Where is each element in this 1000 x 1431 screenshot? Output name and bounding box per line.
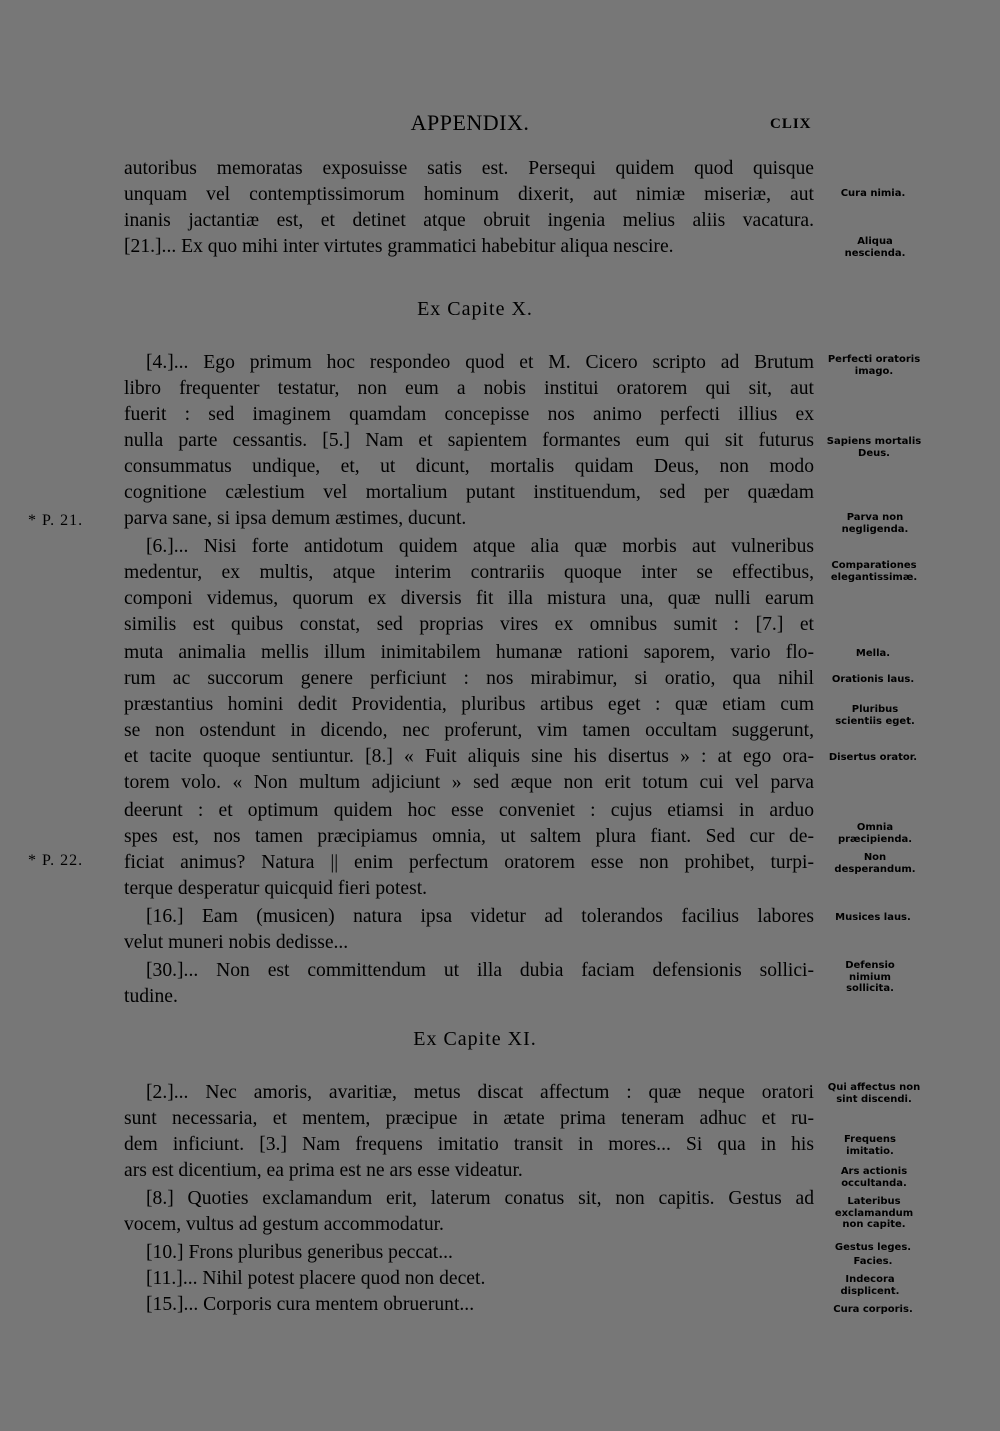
text-line: dem inficiunt. [3.] Nam frequens imitatio transit in mores... Si qua in his xyxy=(124,1134,814,1155)
text-line: [11.]... Nihil potest placere quod non decet. xyxy=(146,1268,486,1289)
text-line: componi videmus, quorum ex diversis fit illa mistura una, quæ nulli earum xyxy=(124,588,814,609)
text-line: autoribus memoratas exposuisse satis est. Persequi quidem quod quisque xyxy=(124,158,814,179)
margin-note: Defensio nimium sollicita. xyxy=(845,960,895,994)
text-line: [2.]... Nec amoris, avaritiæ, metus discat affectum : quæ neque oratori xyxy=(146,1082,814,1103)
text-line: præstantius homini dedit Providentia, pluribus artibus eget : quæ etiam cum xyxy=(124,694,814,715)
text-line: ars est dicentium, ea prima est ne ars esse videatur. xyxy=(124,1160,523,1181)
text-line: tudine. xyxy=(124,986,178,1007)
text-line: unquam vel contemptissimorum hominum dixerit, aut nimiæ miseriæ, aut xyxy=(124,184,814,205)
text-line: [30.]... Non est committendum ut illa dubia faciam defensionis sollici- xyxy=(146,960,814,981)
text-line: et tacite quoque sentiuntur. [8.] « Fuit aliquis sine his disertus » : at ego ora- xyxy=(124,746,814,767)
text-line: rum ac succorum genere perficiunt : nos mirabimur, si oratio, qua nihil xyxy=(124,668,814,689)
margin-note: Orationis laus. xyxy=(831,674,915,685)
section-heading-x: Ex Capite X. xyxy=(417,298,533,320)
margin-note: Parva non negligenda. xyxy=(841,512,909,535)
margin-note: Indecora displicent. xyxy=(840,1274,900,1297)
running-title: APPENDIX. xyxy=(410,110,530,135)
text-line: spes est, nos tamen præcipiamus omnia, ut saltem plura fiant. Sed cur de- xyxy=(124,826,814,847)
text-line: nulla parte cessantis. [5.] Nam et sapientem formantes eum qui sit futurus xyxy=(124,430,814,451)
text-line: parva sane, si ipsa demum æstimes, ducunt. xyxy=(124,508,467,529)
text-line: se non ostendunt in dicendo, nec proferunt, vim tamen occultam suggerunt, xyxy=(124,720,814,741)
text-line: [10.] Frons pluribus generibus peccat... xyxy=(146,1242,453,1263)
text-line: [15.]... Corporis cura mentem obruerunt... xyxy=(146,1294,475,1315)
text-line: ficiat animus? Natura || enim perfectum oratorem esse non prohibet, turpi- xyxy=(124,852,814,873)
text-line: sunt necessaria, et mentem, præcipue in ætate prima teneram adhuc et ru- xyxy=(124,1108,814,1129)
text-line: velut muneri nobis dedisse... xyxy=(124,932,349,953)
margin-note: Musices laus. xyxy=(835,912,911,923)
text-line: [8.] Quoties exclamandum erit, laterum conatus sit, non capitis. Gestus ad xyxy=(146,1188,814,1209)
margin-note: Mella. xyxy=(855,648,891,659)
margin-note: Facies. xyxy=(853,1256,893,1267)
text-line: [6.]... Nisi forte antidotum quidem atque alia quæ morbis aut vulneribus xyxy=(146,536,814,557)
text-line: torem volo. « Non multum adjiciunt » sed æque non erit totum cui vel parva xyxy=(124,772,814,793)
margin-note: Cura nimia. xyxy=(840,188,906,199)
margin-note: Frequens imitatio. xyxy=(843,1134,897,1157)
page-reference-p21: * P. 21. xyxy=(28,512,84,529)
text-line: medentur, ex multis, atque interim contrariis quoque inter se effectibus, xyxy=(124,562,814,583)
text-line: vocem, vultus ad gestum accommodatur. xyxy=(124,1214,444,1235)
text-line: consummatus undique, et, ut dicunt, mortalis quidam Deus, non modo xyxy=(124,456,814,477)
text-line: similis est quibus constat, sed proprias vires ex omnibus sumit : [7.] et xyxy=(124,614,814,635)
margin-note: Pluribus scientiis eget. xyxy=(835,704,915,727)
page-reference-p22: * P. 22. xyxy=(28,852,84,869)
page-number: CLIX xyxy=(770,116,812,132)
section-heading-xi: Ex Capite XI. xyxy=(413,1028,537,1050)
margin-note: Cura corporis. xyxy=(833,1304,913,1315)
text-line: libro frequenter testatur, non eum a nobis institui oratorem qui sit, aut xyxy=(124,378,814,399)
text-line: [16.] Eam (musicen) natura ipsa videtur ad tolerandos facilius labores xyxy=(146,906,814,927)
text-line: [21.]... Ex quo mihi inter virtutes grammatici habebitur aliqua nescire. xyxy=(124,236,674,257)
text-line: [4.]... Ego primum hoc respondeo quod et M. Cicero scripto ad Brutum xyxy=(146,352,814,373)
margin-note: Omnia præcipienda. xyxy=(837,822,913,845)
text-line: deerunt : et optimum quidem hoc esse conveniet : cujus etiamsi in arduo xyxy=(124,800,814,821)
margin-note: Disertus orator. xyxy=(828,752,918,763)
text-line: fuerit : sed imaginem quamdam concepisse nos animo perfecti illius ex xyxy=(124,404,814,425)
margin-note: Perfecti oratoris imago. xyxy=(827,354,921,377)
text-line: muta animalia mellis illum inimitabilem humanæ rationi saporem, vario flo- xyxy=(124,642,814,663)
text-line: terque desperatur quicquid fieri potest. xyxy=(124,878,428,899)
text-line: inanis jactantiæ est, et detinet atque obruit ingenia melius aliis vacatura. xyxy=(124,210,814,231)
margin-note: Ars actionis occultanda. xyxy=(840,1166,908,1189)
margin-note: Non desperandum. xyxy=(834,852,916,875)
margin-note: Qui affectus non sint discendi. xyxy=(827,1082,921,1105)
margin-note: Gestus leges. xyxy=(834,1242,912,1253)
text-line: cognitione cælestium vel mortalium putant instituendum, sed per quædam xyxy=(124,482,814,503)
margin-note: Sapiens mortalis Deus. xyxy=(826,436,922,459)
margin-note: Lateribus exclamandum non capite. xyxy=(834,1196,914,1230)
margin-note: Comparationes elegantissimæ. xyxy=(830,560,918,583)
margin-note: Aliqua nescienda. xyxy=(844,236,906,259)
